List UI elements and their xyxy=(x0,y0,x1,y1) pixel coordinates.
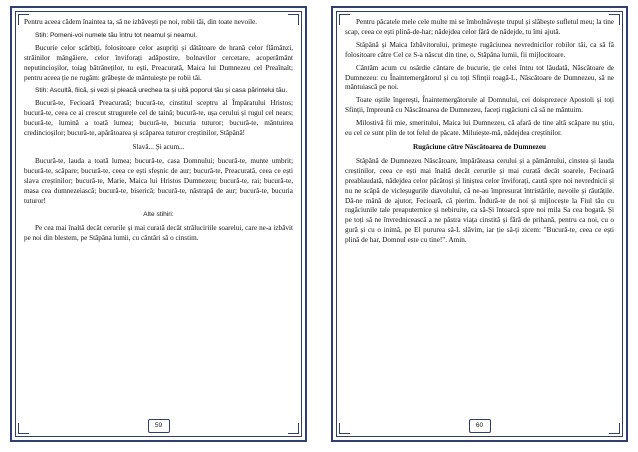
frame-corner-ornament xyxy=(339,423,350,434)
left-page-text xyxy=(24,18,293,412)
section-heading: Rugăciune către Născătoarea de Dumnezeu xyxy=(412,142,547,151)
paragraph: Pentru păcatele mele cele multe mi se îmbolnăvește trupul și slăbește sufletul meu; la tine scap, ceea ce ești plină-de-har; nădejdea celor fără de nădejde, tu îmi ajută. xyxy=(345,18,614,36)
section-label: Alte stihiri: xyxy=(143,211,174,219)
doxology-line: Slavă... Și acum... xyxy=(132,142,185,151)
paragraph: Pe cea mai înaltă decât cerurile și mai curată decât străluciriile soarelui, care ne-a izbăvit pe noi din blestem, pe Stăpâna lumii, cu cântări să o cinstim. xyxy=(24,224,293,243)
frame-corner-ornament xyxy=(18,423,29,434)
right-page xyxy=(331,6,628,442)
paragraph: Bucură-te, Fecioară Preacurată; bucură-te, cinstitul sceptru al Împăratului Hristos; bucură-te, ceea ce ai crescut strugurele cel de taină; bucură-te, ușa cerului și rugul cel nears; bucură-te, lumină a toată lumea; bucură-te, bucuria tuturor; bucură-te, mântuirea credincioșilor; bucură-te, apărătoarea și scăparea tuturor creștinilor, Stăpână! xyxy=(24,99,293,138)
paragraph: Pentru aceea cădem înaintea ta, să ne izbăvești pe noi, robii tăi, din toate nevoile. xyxy=(24,18,258,26)
frame-corner-ornament xyxy=(609,423,620,434)
paragraph: Bucură-te, lauda a toată lumea; bucură-te, casa Domnului; bucură-te, munte umbrit; bucură-te, scăpare; bucură-te, ceea ce ești sfeșnic de aur; bucură-te, Preacurată, ceea ce ești slava creștinilor; bucură-te, Marie, Maica lui Hristos Dumnezeu; bucură-te, rai; bucură-te, masa cea dumnezeiască; bucură-te, biserică; bucură-te, năstrapă de aur; bucură-te, bucuria tuturor! xyxy=(24,156,293,205)
paragraph: Bucurie celor scârbiți, folositoare celor asupriți și dătătoare de hrană celor flămânzi, străinilor mângâiere, celor înviforați adăpostire, bolnavilor cercetare, acoperământ neputincioșilor, toiag bătrâneților, tu ești, Preacurată, Maica lui Dumnezeu cel Preaînalt; pentru aceea ție ne rugăm: grăbește de mântuiește pe robii tăi. xyxy=(24,43,293,82)
paragraph: Stăpână de Dumnezeu Născătoare, împărăteasa cerului și a pământului, cinstea și lauda creștinilor, ceea ce ești mai înaltă decât cerurile și mai curată decât soarele, Fecioară preablaudată, nădejdea celor păcătoși și liniștea celor înviforați, caută spre noi nevrednicii și nu ne scăpă de vicleșugurile diavolului, că ne-au împresurat întristările, nevoile și răutățile. Dă-ne mână de ajutor, Fecioară, că pierim. Îndură-te de noi și mijlocește la Fiul tău cu rugăciunile tale preaputernice și nebiruite, ca să-Și întoarcă spre noi mila Sa cea bogată. Și pe toți să ne învrednicească a ne păstra viața cinstită și fără de prihană, pentru ca noi, cu o gură și cu o inimă, pe El pururea să-L slăvim, iar ție să-ți zicem: "Bucură-te, ceea ce ești plină de har, Domnul este cu tine!". Amin. xyxy=(345,156,614,245)
paragraph: Stăpână și Maica Izbăvitorului, primește rugăciunea nevrednicilor robilor tăi, ca să fă folositoare către Cel ce S-a născut din tine, o, Stăpâna lumii, fii mijlocitoare. xyxy=(345,40,614,59)
left-page xyxy=(10,6,307,442)
frame-corner-ornament xyxy=(288,423,299,434)
paragraph: Cântăm acum cu osârdie cântare de bucurie, ție celei întru tot lăudată, Născătoare de Dumnezeu: cu Înaintemergătorul și cu toți Sfinții roagă-L, Născătoare de Dumnezeu, să ne mântuiască pe noi. xyxy=(345,63,614,92)
verse-line: Stih: Ascultă, fiică, și vezi și pleacă urechea ta și uită poporul tău și casa părintelui tău. xyxy=(35,87,288,95)
page-number: 59 xyxy=(148,419,170,433)
paragraph: Milostivă fii mie, smeritului, Maica lui Dumnezeu, că afară de tine altă scăpare nu știu, eu cel ce sunt plin de tot felul de păcate. Miluiește-mă, nădejdea creștinilor. xyxy=(345,119,614,138)
right-page-text xyxy=(345,18,614,412)
paragraph: Toate oștile îngerești, Înaintemergătorule al Domnului, cei doisprezece Apostoli și toți Sfinții, împreună cu Născătoarea de Dumnezeu, faceți rugăciuni că să ne mântuim. xyxy=(345,96,614,115)
verse-line: Stih: Pomeni-voi numele tău întru tot neamul și neamul. xyxy=(35,31,197,39)
page-number: 60 xyxy=(469,419,491,433)
